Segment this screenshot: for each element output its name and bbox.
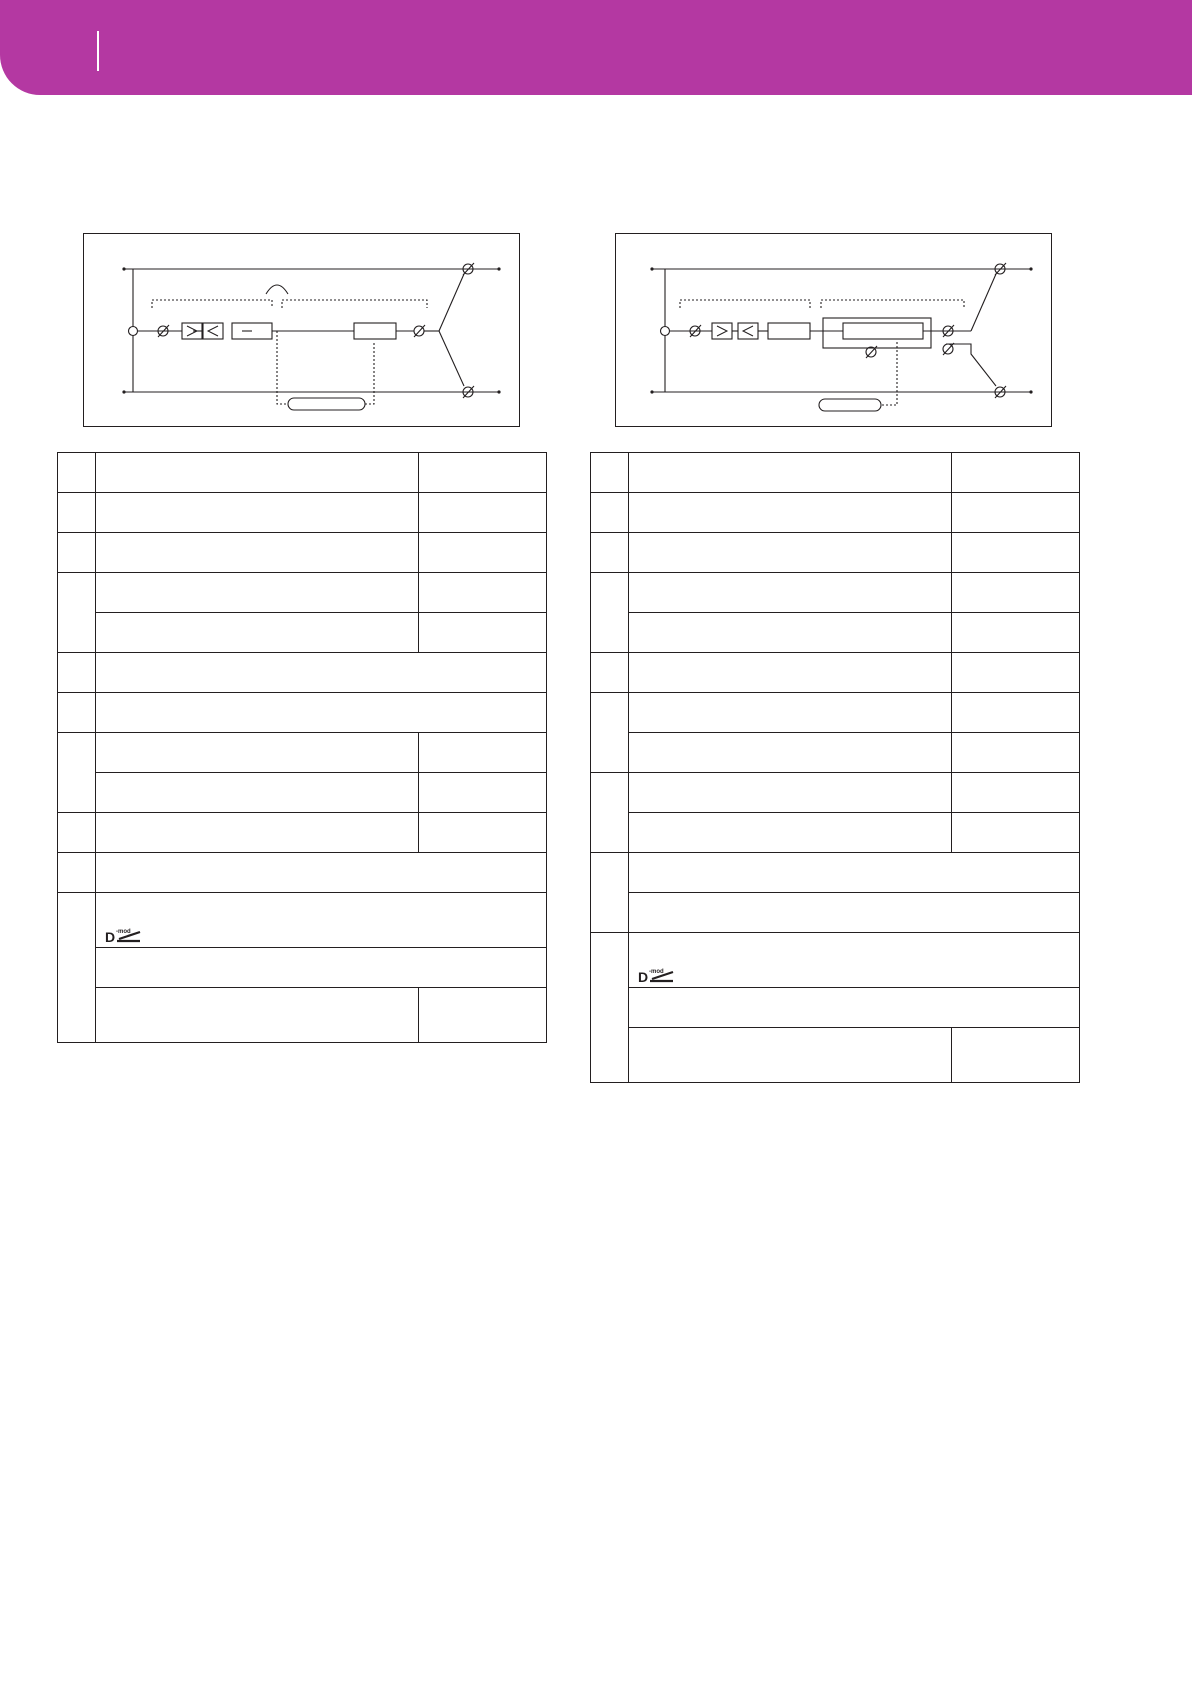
param-value-cell (952, 613, 1080, 653)
param-number-cell (58, 893, 96, 1043)
table-row (591, 733, 1080, 773)
param-value-cell (952, 693, 1080, 733)
param-description-cell (96, 853, 547, 893)
param-number-cell (591, 853, 629, 933)
table-row (591, 813, 1080, 853)
param-name-cell (96, 733, 419, 773)
param-value-cell (952, 573, 1080, 613)
table-row (58, 773, 547, 813)
param-name-cell (96, 613, 419, 653)
param-name-cell (629, 573, 952, 613)
table-row (591, 773, 1080, 813)
dmod-icon (637, 966, 679, 984)
param-dmod-cell (629, 933, 1080, 988)
table-row (58, 533, 547, 573)
param-value-cell (952, 813, 1080, 853)
param-name-cell (629, 693, 952, 733)
param-description-cell (96, 653, 547, 693)
param-name-cell (629, 813, 952, 853)
param-number-cell (58, 573, 96, 653)
table-row (591, 573, 1080, 613)
param-dmod-cell (96, 893, 547, 948)
param-number-cell (58, 853, 96, 893)
param-value-cell (952, 653, 1080, 693)
param-name-cell (629, 453, 952, 493)
table-row (58, 693, 547, 733)
table-row (591, 933, 1080, 988)
param-number-cell (591, 493, 629, 533)
param-name-cell (96, 493, 419, 533)
table-row (58, 733, 547, 773)
param-number-cell (58, 733, 96, 813)
param-number-cell (58, 653, 96, 693)
table-row (58, 948, 547, 988)
param-name-cell (629, 653, 952, 693)
param-number-cell (58, 813, 96, 853)
dmod-icon (104, 926, 146, 944)
svg-text:-mod: -mod (116, 929, 131, 935)
param-number-cell (58, 493, 96, 533)
table-row (591, 988, 1080, 1028)
param-value-cell (952, 773, 1080, 813)
param-number-cell (58, 533, 96, 573)
param-value-cell (419, 493, 547, 533)
param-name-cell (629, 533, 952, 573)
param-number-cell (58, 453, 96, 493)
svg-text:D: D (105, 929, 116, 944)
table-row (58, 493, 547, 533)
param-number-cell (58, 693, 96, 733)
param-description-cell (96, 693, 547, 733)
param-description-cell (629, 893, 1080, 933)
table-row (58, 853, 547, 893)
table-row (591, 653, 1080, 693)
table-row (591, 853, 1080, 893)
table-row (591, 453, 1080, 493)
param-value-cell (952, 453, 1080, 493)
table-row (58, 988, 547, 1043)
table-row (591, 1028, 1080, 1083)
svg-text:-mod: -mod (649, 969, 664, 975)
param-name-cell (96, 533, 419, 573)
table-row (591, 893, 1080, 933)
table-row (58, 893, 547, 948)
param-number-cell (591, 533, 629, 573)
table-row (58, 573, 547, 613)
param-value-cell (419, 573, 547, 613)
param-name-cell (96, 813, 419, 853)
param-value-cell (952, 1028, 1080, 1083)
param-number-cell (591, 693, 629, 773)
param-value-cell (419, 533, 547, 573)
param-value-cell (419, 453, 547, 493)
svg-text:D: D (638, 969, 649, 984)
header-divider-tick (97, 31, 99, 71)
param-name-cell (629, 773, 952, 813)
param-number-cell (591, 933, 629, 1083)
table-row (591, 693, 1080, 733)
param-value-cell (419, 988, 547, 1043)
param-value-cell (419, 613, 547, 653)
table-row (58, 613, 547, 653)
param-name-cell (96, 773, 419, 813)
param-name-cell (96, 988, 419, 1043)
right-parameter-table (590, 452, 1080, 1083)
header-band (0, 0, 1192, 95)
param-number-cell (591, 653, 629, 693)
param-value-cell (419, 813, 547, 853)
right-diagram-svg (616, 234, 1053, 428)
param-number-cell (591, 573, 629, 653)
param-value-cell (419, 773, 547, 813)
table-row (58, 453, 547, 493)
left-signal-flow-diagram (83, 233, 520, 427)
table-row (591, 613, 1080, 653)
table-row (58, 813, 547, 853)
param-value-cell (952, 733, 1080, 773)
param-value-cell (952, 493, 1080, 533)
left-diagram-svg (84, 234, 521, 428)
param-description-cell (629, 988, 1080, 1028)
table-row (591, 533, 1080, 573)
table-row (591, 493, 1080, 533)
param-number-cell (591, 453, 629, 493)
param-name-cell (629, 613, 952, 653)
left-parameter-table (57, 452, 547, 1043)
param-name-cell (96, 573, 419, 613)
param-value-cell (952, 533, 1080, 573)
param-name-cell (629, 1028, 952, 1083)
right-signal-flow-diagram (615, 233, 1052, 427)
param-name-cell (629, 493, 952, 533)
param-name-cell (96, 453, 419, 493)
param-description-cell (96, 948, 547, 988)
table-row (58, 653, 547, 693)
param-value-cell (419, 733, 547, 773)
param-number-cell (591, 773, 629, 853)
param-name-cell (629, 733, 952, 773)
param-description-cell (629, 853, 1080, 893)
